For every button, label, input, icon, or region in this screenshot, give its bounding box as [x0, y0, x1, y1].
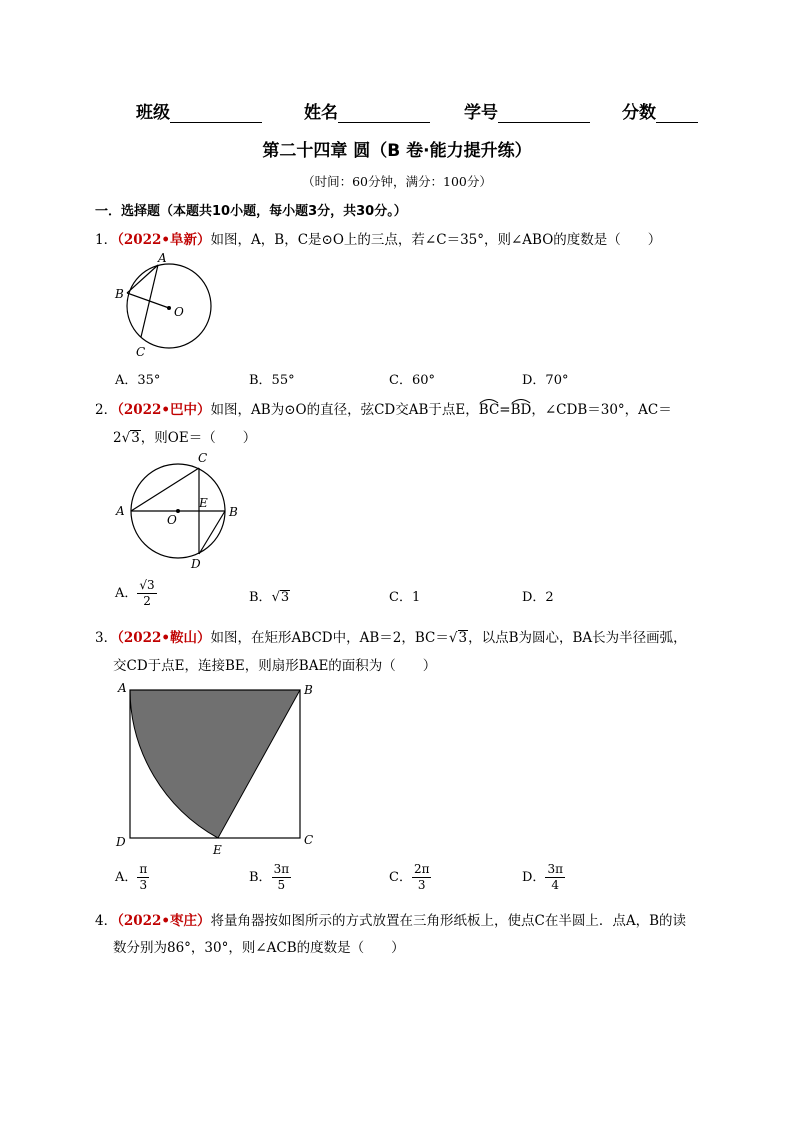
class-field	[136, 98, 262, 123]
id-field	[464, 98, 590, 123]
q1-option-d[interactable]: D．70°	[522, 373, 569, 388]
question-text: 如图，A，B，C是⊙O上的三点，若∠C＝35°，则∠ABO的度数是（ ）	[210, 232, 662, 248]
chord-ac	[131, 468, 199, 511]
fraction: $\frac{√3}{2}$	[139, 578, 155, 608]
label-e: E	[213, 843, 222, 857]
section-heading: 一．选择题（本题共10小题，每小题3分，共30分。）	[95, 204, 407, 219]
label-c: C	[198, 451, 208, 465]
question-text: ，∠CDB＝30°，AC＝	[531, 402, 672, 418]
arc-bc: BC	[479, 402, 500, 418]
question-text: 如图，AB为⊙O的直径，弦CD交AB于点E，	[210, 402, 479, 418]
arc-mark-icon	[479, 396, 499, 404]
fraction: $\frac{\pi}{3}$	[139, 862, 148, 892]
name-label: 姓名	[304, 103, 338, 123]
question-number: 2．	[95, 402, 118, 418]
q3-rectangle-figure	[112, 678, 322, 858]
question-4: 4．（2022•枣庄）将量角器按如图所示的方式放置在三角形纸板上，使点C在半圆上．点A，B的读	[95, 913, 687, 929]
q3-option-a[interactable]: A． $\frac{\pi}{3}$	[115, 862, 148, 892]
center-point	[167, 306, 171, 310]
class-blank[interactable]	[170, 104, 262, 123]
question-4-line2: 数分别为86°，30°，则∠ACB的度数是（ ）	[113, 940, 405, 956]
question-3: 3．（2022•鞍山）如图，在矩形ABCD中，AB＝2，BC＝√3，以点B为圆心，BA长为半径画弧，	[95, 630, 687, 646]
score-field	[622, 98, 698, 123]
name-blank[interactable]	[338, 104, 430, 123]
arc-bd: BD	[511, 402, 532, 418]
label-e: E	[199, 496, 208, 510]
q1-option-a[interactable]: A．35°	[115, 373, 161, 388]
segment-ab	[127, 265, 158, 293]
arc-equals: =	[499, 402, 511, 418]
name-field	[304, 98, 430, 123]
question-number: 1．	[95, 232, 118, 248]
q2-option-b[interactable]: B．√3	[249, 590, 290, 605]
q1-option-c[interactable]: C．60°	[389, 373, 435, 388]
score-blank[interactable]	[656, 104, 698, 123]
label-a: A	[116, 504, 125, 518]
label-b: B	[229, 505, 238, 519]
sector-bae	[130, 690, 300, 838]
id-label: 学号	[464, 103, 498, 123]
fraction: $\frac{3\pi}{5}$	[273, 862, 290, 892]
q3-option-b[interactable]: B． $\frac{3\pi}{5}$	[249, 862, 290, 892]
radical: 3	[280, 590, 290, 605]
label-a: A	[118, 681, 127, 695]
label-d: D	[116, 835, 126, 849]
label-c: C	[304, 833, 314, 847]
q2-circle-figure	[112, 448, 244, 574]
question-1	[95, 228, 661, 248]
question-number: 3．	[95, 630, 118, 646]
label-o: O	[174, 305, 184, 319]
label-b: B	[115, 287, 124, 301]
fraction: $\frac{3\pi}{4}$	[547, 862, 563, 892]
q1-option-b[interactable]: B．55°	[249, 373, 295, 388]
label-d: D	[191, 557, 201, 571]
question-3-line2: 交CD于点E，连接BE，则扇形BAE的面积为（ ）	[113, 658, 437, 674]
question-2	[95, 398, 672, 418]
class-label: 班级	[136, 103, 170, 123]
score-label: 分数	[622, 103, 656, 123]
radical: 3	[458, 630, 468, 646]
question-2-line2: 2√3，则OE＝（ ）	[113, 430, 257, 446]
chord-db	[199, 511, 225, 554]
q1-circle-figure	[105, 250, 225, 362]
page-subtitle: （时间：60分钟，满分：100分）	[302, 174, 492, 189]
q2-option-c[interactable]: C．1	[389, 590, 421, 605]
label-c: C	[136, 345, 146, 359]
q3-option-c[interactable]: C． $\frac{2\pi}{3}$	[389, 862, 430, 892]
q2-option-a[interactable]: A． $\frac{√3}{2}$	[115, 578, 155, 608]
arc-mark-icon	[511, 396, 531, 404]
question-source: （2022•巴中）	[117, 402, 211, 418]
fraction: $\frac{2\pi}{3}$	[413, 862, 430, 892]
q3-option-d[interactable]: D． $\frac{3\pi}{4}$	[522, 862, 563, 892]
page-title: 第二十四章 圆（B 卷·能力提升练）	[262, 141, 532, 161]
question-source: （2022•枣庄）	[117, 913, 211, 929]
q2-option-d[interactable]: D．2	[522, 590, 554, 605]
question-source: （2022•阜新）	[117, 232, 211, 248]
question-number: 4．	[95, 913, 118, 929]
question-source: （2022•鞍山）	[117, 630, 211, 646]
label-o: O	[167, 513, 177, 527]
label-b: B	[304, 683, 313, 697]
id-blank[interactable]	[498, 104, 590, 123]
radical: 3	[131, 430, 140, 446]
label-a: A	[158, 251, 167, 265]
